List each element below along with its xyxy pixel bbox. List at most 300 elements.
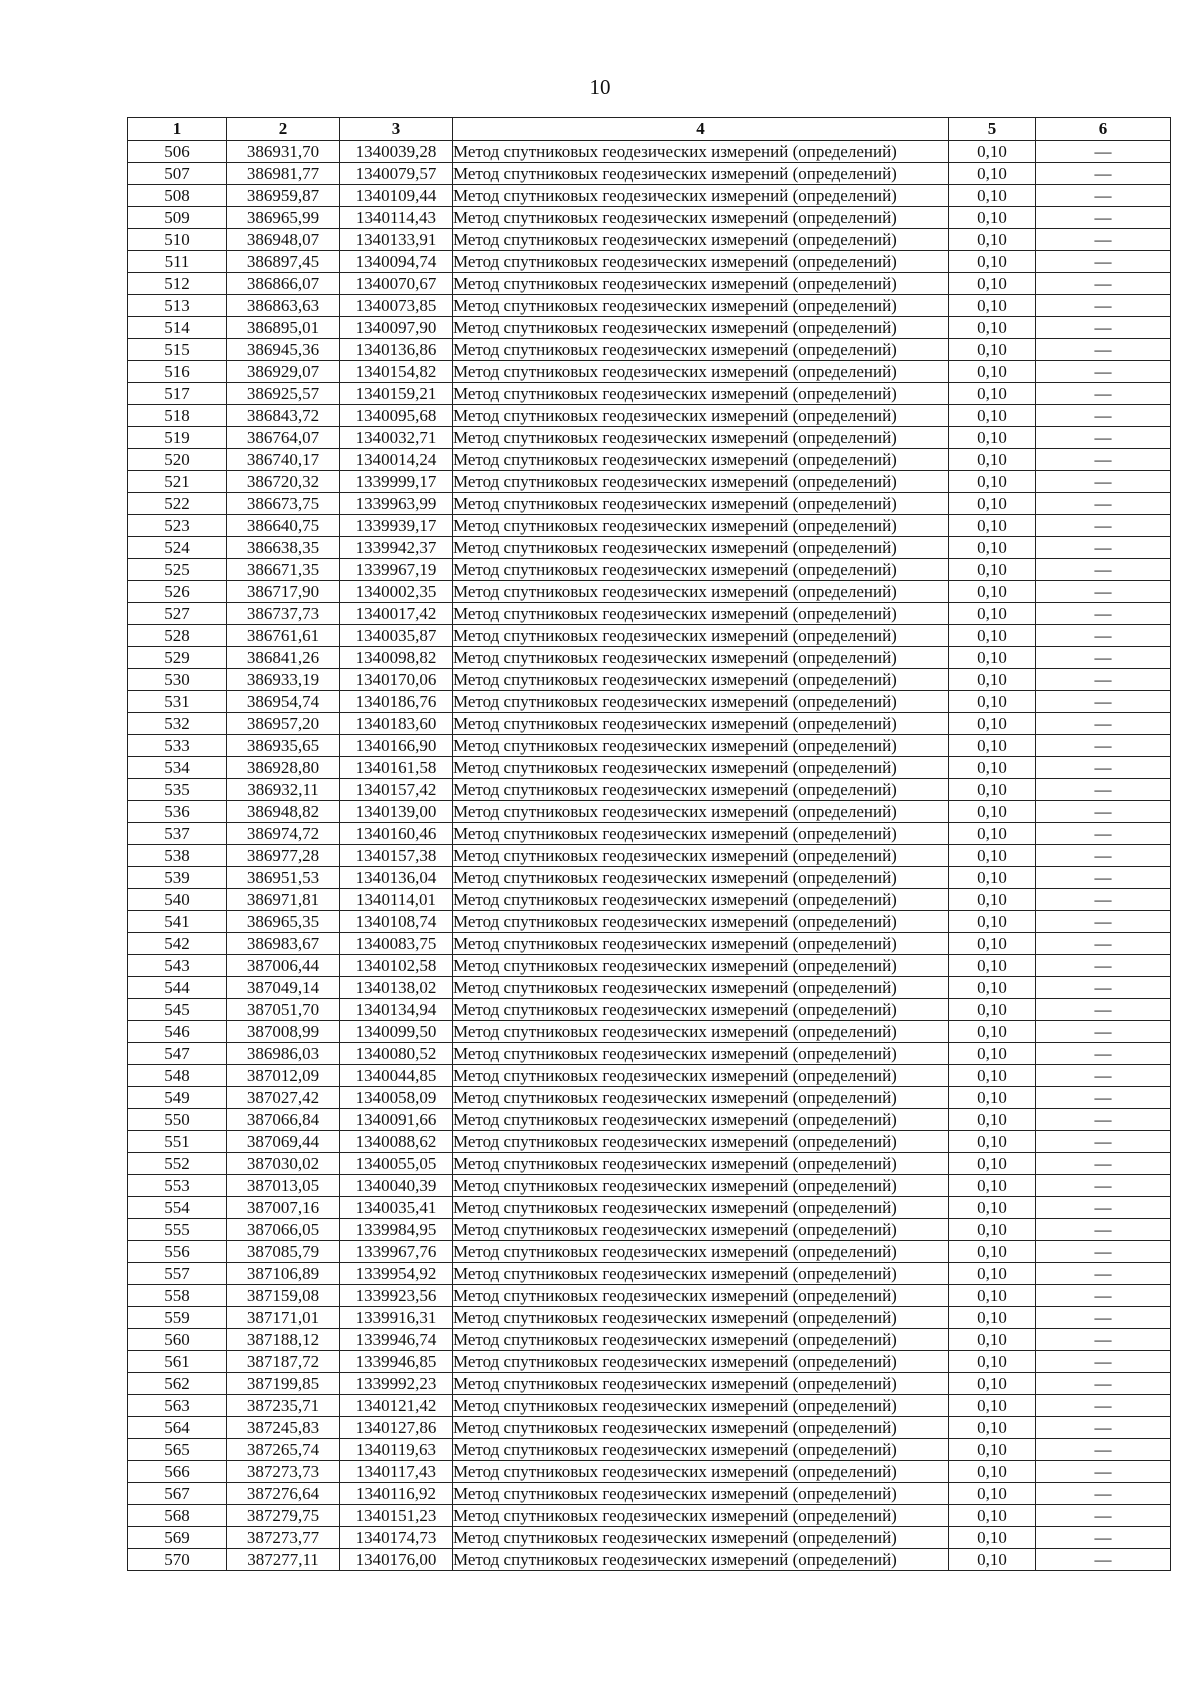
y-coordinate-cell: 1340157,38	[340, 845, 453, 867]
x-coordinate-cell: 386761,61	[227, 625, 340, 647]
x-coordinate-cell: 387066,84	[227, 1109, 340, 1131]
table-row	[128, 1153, 1171, 1175]
table-row	[128, 1219, 1171, 1241]
note-cell: —	[1036, 185, 1171, 207]
point-number-cell: 508	[128, 185, 227, 207]
y-coordinate-cell: 1340154,82	[340, 361, 453, 383]
note-cell: —	[1036, 889, 1171, 911]
point-number-cell: 545	[128, 999, 227, 1021]
y-coordinate-cell: 1339967,19	[340, 559, 453, 581]
y-coordinate-cell: 1339916,31	[340, 1307, 453, 1329]
note-cell: —	[1036, 1109, 1171, 1131]
y-coordinate-cell: 1339999,17	[340, 471, 453, 493]
y-coordinate-cell: 1339923,56	[340, 1285, 453, 1307]
note-cell: —	[1036, 471, 1171, 493]
y-coordinate-cell: 1340035,41	[340, 1197, 453, 1219]
table-row	[128, 317, 1171, 339]
x-coordinate-cell: 387085,79	[227, 1241, 340, 1263]
y-coordinate-cell: 1340174,73	[340, 1527, 453, 1549]
accuracy-cell: 0,10	[949, 1483, 1036, 1505]
y-coordinate-cell: 1340109,44	[340, 185, 453, 207]
accuracy-cell: 0,10	[949, 1197, 1036, 1219]
table-row	[128, 1109, 1171, 1131]
y-coordinate-cell: 1340091,66	[340, 1109, 453, 1131]
point-number-cell: 561	[128, 1351, 227, 1373]
x-coordinate-cell: 386895,01	[227, 317, 340, 339]
table-row	[128, 1417, 1171, 1439]
point-number-cell: 546	[128, 1021, 227, 1043]
accuracy-cell: 0,10	[949, 1109, 1036, 1131]
note-cell: —	[1036, 1549, 1171, 1571]
table-row	[128, 273, 1171, 295]
accuracy-cell: 0,10	[949, 757, 1036, 779]
point-number-cell: 516	[128, 361, 227, 383]
table-row	[128, 1131, 1171, 1153]
point-number-cell: 569	[128, 1527, 227, 1549]
x-coordinate-cell: 387049,14	[227, 977, 340, 999]
method-cell: Метод спутниковых геодезических измерений (определений)	[453, 691, 949, 713]
point-number-cell: 512	[128, 273, 227, 295]
table-row	[128, 537, 1171, 559]
table-row	[128, 691, 1171, 713]
method-cell: Метод спутниковых геодезических измерений (определений)	[453, 1373, 949, 1395]
accuracy-cell: 0,10	[949, 1175, 1036, 1197]
table-row	[128, 559, 1171, 581]
x-coordinate-cell: 386740,17	[227, 449, 340, 471]
x-coordinate-cell: 386897,45	[227, 251, 340, 273]
y-coordinate-cell: 1340079,57	[340, 163, 453, 185]
accuracy-cell: 0,10	[949, 625, 1036, 647]
x-coordinate-cell: 386935,65	[227, 735, 340, 757]
table-row	[128, 1461, 1171, 1483]
accuracy-cell: 0,10	[949, 977, 1036, 999]
method-cell: Метод спутниковых геодезических измерений (определений)	[453, 1043, 949, 1065]
table-row	[128, 779, 1171, 801]
accuracy-cell: 0,10	[949, 207, 1036, 229]
y-coordinate-cell: 1340098,82	[340, 647, 453, 669]
note-cell: —	[1036, 867, 1171, 889]
accuracy-cell: 0,10	[949, 251, 1036, 273]
x-coordinate-cell: 386974,72	[227, 823, 340, 845]
table-row	[128, 383, 1171, 405]
accuracy-cell: 0,10	[949, 1329, 1036, 1351]
note-cell: —	[1036, 1175, 1171, 1197]
accuracy-cell: 0,10	[949, 955, 1036, 977]
method-cell: Метод спутниковых геодезических измерений (определений)	[453, 977, 949, 999]
point-number-cell: 548	[128, 1065, 227, 1087]
method-cell: Метод спутниковых геодезических измерений (определений)	[453, 625, 949, 647]
y-coordinate-cell: 1340095,68	[340, 405, 453, 427]
header-col-4: 4	[453, 118, 949, 141]
table-row	[128, 1285, 1171, 1307]
note-cell: —	[1036, 537, 1171, 559]
accuracy-cell: 0,10	[949, 999, 1036, 1021]
table-row	[128, 757, 1171, 779]
accuracy-cell: 0,10	[949, 867, 1036, 889]
note-cell: —	[1036, 1021, 1171, 1043]
y-coordinate-cell: 1340170,06	[340, 669, 453, 691]
accuracy-cell: 0,10	[949, 1263, 1036, 1285]
y-coordinate-cell: 1339946,74	[340, 1329, 453, 1351]
point-number-cell: 537	[128, 823, 227, 845]
method-cell: Метод спутниковых геодезических измерений (определений)	[453, 1505, 949, 1527]
x-coordinate-cell: 387199,85	[227, 1373, 340, 1395]
x-coordinate-cell: 387159,08	[227, 1285, 340, 1307]
point-number-cell: 534	[128, 757, 227, 779]
point-number-cell: 509	[128, 207, 227, 229]
y-coordinate-cell: 1340097,90	[340, 317, 453, 339]
method-cell: Метод спутниковых геодезических измерений (определений)	[453, 185, 949, 207]
table-row	[128, 1241, 1171, 1263]
table-row	[128, 999, 1171, 1021]
accuracy-cell: 0,10	[949, 383, 1036, 405]
point-number-cell: 549	[128, 1087, 227, 1109]
accuracy-cell: 0,10	[949, 889, 1036, 911]
point-number-cell: 510	[128, 229, 227, 251]
y-coordinate-cell: 1340017,42	[340, 603, 453, 625]
method-cell: Метод спутниковых геодезических измерений (определений)	[453, 1021, 949, 1043]
x-coordinate-cell: 386957,20	[227, 713, 340, 735]
point-number-cell: 570	[128, 1549, 227, 1571]
x-coordinate-cell: 386638,35	[227, 537, 340, 559]
note-cell: —	[1036, 999, 1171, 1021]
table-row	[128, 1087, 1171, 1109]
point-number-cell: 554	[128, 1197, 227, 1219]
point-number-cell: 522	[128, 493, 227, 515]
x-coordinate-cell: 386965,35	[227, 911, 340, 933]
method-cell: Метод спутниковых геодезических измерений (определений)	[453, 471, 949, 493]
note-cell: —	[1036, 207, 1171, 229]
x-coordinate-cell: 386981,77	[227, 163, 340, 185]
note-cell: —	[1036, 977, 1171, 999]
note-cell: —	[1036, 933, 1171, 955]
method-cell: Метод спутниковых геодезических измерений (определений)	[453, 1087, 949, 1109]
coordinates-table	[127, 117, 1171, 1571]
x-coordinate-cell: 387012,09	[227, 1065, 340, 1087]
x-coordinate-cell: 386945,36	[227, 339, 340, 361]
note-cell: —	[1036, 1153, 1171, 1175]
accuracy-cell: 0,10	[949, 229, 1036, 251]
table-row	[128, 1043, 1171, 1065]
note-cell: —	[1036, 1219, 1171, 1241]
accuracy-cell: 0,10	[949, 273, 1036, 295]
method-cell: Метод спутниковых геодезических измерений (определений)	[453, 383, 949, 405]
note-cell: —	[1036, 603, 1171, 625]
note-cell: —	[1036, 295, 1171, 317]
x-coordinate-cell: 386866,07	[227, 273, 340, 295]
y-coordinate-cell: 1339967,76	[340, 1241, 453, 1263]
note-cell: —	[1036, 251, 1171, 273]
method-cell: Метод спутниковых геодезических измерений (определений)	[453, 889, 949, 911]
point-number-cell: 531	[128, 691, 227, 713]
note-cell: —	[1036, 1241, 1171, 1263]
y-coordinate-cell: 1340108,74	[340, 911, 453, 933]
x-coordinate-cell: 386925,57	[227, 383, 340, 405]
point-number-cell: 507	[128, 163, 227, 185]
method-cell: Метод спутниковых геодезических измерений (определений)	[453, 911, 949, 933]
point-number-cell: 530	[128, 669, 227, 691]
accuracy-cell: 0,10	[949, 647, 1036, 669]
accuracy-cell: 0,10	[949, 845, 1036, 867]
accuracy-cell: 0,10	[949, 713, 1036, 735]
point-number-cell: 521	[128, 471, 227, 493]
x-coordinate-cell: 386928,80	[227, 757, 340, 779]
y-coordinate-cell: 1340117,43	[340, 1461, 453, 1483]
y-coordinate-cell: 1340040,39	[340, 1175, 453, 1197]
y-coordinate-cell: 1340159,21	[340, 383, 453, 405]
point-number-cell: 542	[128, 933, 227, 955]
table-row	[128, 229, 1171, 251]
table-row	[128, 1527, 1171, 1549]
table-row	[128, 251, 1171, 273]
header-col-3: 3	[340, 118, 453, 141]
table-row	[128, 801, 1171, 823]
y-coordinate-cell: 1339942,37	[340, 537, 453, 559]
note-cell: —	[1036, 163, 1171, 185]
table-row	[128, 295, 1171, 317]
note-cell: —	[1036, 1307, 1171, 1329]
table-row	[128, 823, 1171, 845]
x-coordinate-cell: 387030,02	[227, 1153, 340, 1175]
note-cell: —	[1036, 1043, 1171, 1065]
x-coordinate-cell: 386863,63	[227, 295, 340, 317]
y-coordinate-cell: 1340114,01	[340, 889, 453, 911]
x-coordinate-cell: 386965,99	[227, 207, 340, 229]
accuracy-cell: 0,10	[949, 779, 1036, 801]
point-number-cell: 519	[128, 427, 227, 449]
header-col-1: 1	[128, 118, 227, 141]
table-row	[128, 185, 1171, 207]
accuracy-cell: 0,10	[949, 559, 1036, 581]
y-coordinate-cell: 1340136,86	[340, 339, 453, 361]
point-number-cell: 558	[128, 1285, 227, 1307]
x-coordinate-cell: 387171,01	[227, 1307, 340, 1329]
method-cell: Метод спутниковых геодезических измерений (определений)	[453, 867, 949, 889]
accuracy-cell: 0,10	[949, 669, 1036, 691]
table-row	[128, 361, 1171, 383]
point-number-cell: 550	[128, 1109, 227, 1131]
method-cell: Метод спутниковых геодезических измерений (определений)	[453, 141, 949, 163]
method-cell: Метод спутниковых геодезических измерений (определений)	[453, 1549, 949, 1571]
table-row	[128, 625, 1171, 647]
point-number-cell: 547	[128, 1043, 227, 1065]
accuracy-cell: 0,10	[949, 1505, 1036, 1527]
y-coordinate-cell: 1340032,71	[340, 427, 453, 449]
method-cell: Метод спутниковых геодезических измерений (определений)	[453, 295, 949, 317]
accuracy-cell: 0,10	[949, 471, 1036, 493]
method-cell: Метод спутниковых геодезических измерений (определений)	[453, 1461, 949, 1483]
table-row	[128, 955, 1171, 977]
x-coordinate-cell: 387265,74	[227, 1439, 340, 1461]
point-number-cell: 564	[128, 1417, 227, 1439]
accuracy-cell: 0,10	[949, 1395, 1036, 1417]
table-row	[128, 1549, 1171, 1571]
y-coordinate-cell: 1339954,92	[340, 1263, 453, 1285]
point-number-cell: 511	[128, 251, 227, 273]
accuracy-cell: 0,10	[949, 691, 1036, 713]
method-cell: Метод спутниковых геодезических измерений (определений)	[453, 1329, 949, 1351]
x-coordinate-cell: 386929,07	[227, 361, 340, 383]
note-cell: —	[1036, 229, 1171, 251]
note-cell: —	[1036, 1131, 1171, 1153]
header-col-2: 2	[227, 118, 340, 141]
method-cell: Метод спутниковых геодезических измерений (определений)	[453, 845, 949, 867]
table-header-row	[128, 118, 1171, 141]
accuracy-cell: 0,10	[949, 581, 1036, 603]
x-coordinate-cell: 387245,83	[227, 1417, 340, 1439]
method-cell: Метод спутниковых геодезических измерений (определений)	[453, 1527, 949, 1549]
x-coordinate-cell: 387008,99	[227, 1021, 340, 1043]
point-number-cell: 560	[128, 1329, 227, 1351]
note-cell: —	[1036, 647, 1171, 669]
method-cell: Метод спутниковых геодезических измерений (определений)	[453, 1175, 949, 1197]
table-row	[128, 1483, 1171, 1505]
point-number-cell: 568	[128, 1505, 227, 1527]
note-cell: —	[1036, 273, 1171, 295]
note-cell: —	[1036, 625, 1171, 647]
method-cell: Метод спутниковых геодезических измерений (определений)	[453, 537, 949, 559]
x-coordinate-cell: 386983,67	[227, 933, 340, 955]
accuracy-cell: 0,10	[949, 1549, 1036, 1571]
table-row	[128, 1505, 1171, 1527]
method-cell: Метод спутниковых геодезических измерений (определений)	[453, 405, 949, 427]
x-coordinate-cell: 386933,19	[227, 669, 340, 691]
y-coordinate-cell: 1340176,00	[340, 1549, 453, 1571]
x-coordinate-cell: 386671,35	[227, 559, 340, 581]
table-body	[128, 141, 1171, 1571]
x-coordinate-cell: 387277,11	[227, 1549, 340, 1571]
point-number-cell: 525	[128, 559, 227, 581]
x-coordinate-cell: 386764,07	[227, 427, 340, 449]
note-cell: —	[1036, 559, 1171, 581]
x-coordinate-cell: 386717,90	[227, 581, 340, 603]
accuracy-cell: 0,10	[949, 163, 1036, 185]
method-cell: Метод спутниковых геодезических измерений (определений)	[453, 647, 949, 669]
accuracy-cell: 0,10	[949, 427, 1036, 449]
accuracy-cell: 0,10	[949, 1461, 1036, 1483]
point-number-cell: 518	[128, 405, 227, 427]
table-row	[128, 669, 1171, 691]
note-cell: —	[1036, 405, 1171, 427]
x-coordinate-cell: 386673,75	[227, 493, 340, 515]
table-row	[128, 1351, 1171, 1373]
method-cell: Метод спутниковых геодезических измерений (определений)	[453, 933, 949, 955]
note-cell: —	[1036, 1329, 1171, 1351]
table-row	[128, 163, 1171, 185]
x-coordinate-cell: 386841,26	[227, 647, 340, 669]
accuracy-cell: 0,10	[949, 1417, 1036, 1439]
y-coordinate-cell: 1340139,00	[340, 801, 453, 823]
table-row	[128, 207, 1171, 229]
accuracy-cell: 0,10	[949, 141, 1036, 163]
note-cell: —	[1036, 779, 1171, 801]
point-number-cell: 523	[128, 515, 227, 537]
method-cell: Метод спутниковых геодезических измерений (определений)	[453, 669, 949, 691]
accuracy-cell: 0,10	[949, 339, 1036, 361]
point-number-cell: 520	[128, 449, 227, 471]
point-number-cell: 513	[128, 295, 227, 317]
x-coordinate-cell: 387051,70	[227, 999, 340, 1021]
accuracy-cell: 0,10	[949, 449, 1036, 471]
note-cell: —	[1036, 1373, 1171, 1395]
table-row	[128, 581, 1171, 603]
y-coordinate-cell: 1340094,74	[340, 251, 453, 273]
method-cell: Метод спутниковых геодезических измерений (определений)	[453, 1395, 949, 1417]
x-coordinate-cell: 386720,32	[227, 471, 340, 493]
method-cell: Метод спутниковых геодезических измерений (определений)	[453, 559, 949, 581]
note-cell: —	[1036, 955, 1171, 977]
table-row	[128, 1373, 1171, 1395]
y-coordinate-cell: 1340088,62	[340, 1131, 453, 1153]
method-cell: Метод спутниковых геодезических измерений (определений)	[453, 317, 949, 339]
point-number-cell: 517	[128, 383, 227, 405]
point-number-cell: 562	[128, 1373, 227, 1395]
method-cell: Метод спутниковых геодезических измерений (определений)	[453, 1351, 949, 1373]
method-cell: Метод спутниковых геодезических измерений (определений)	[453, 361, 949, 383]
note-cell: —	[1036, 581, 1171, 603]
y-coordinate-cell: 1340151,23	[340, 1505, 453, 1527]
note-cell: —	[1036, 361, 1171, 383]
method-cell: Метод спутниковых геодезических измерений (определений)	[453, 1131, 949, 1153]
y-coordinate-cell: 1340080,52	[340, 1043, 453, 1065]
accuracy-cell: 0,10	[949, 801, 1036, 823]
y-coordinate-cell: 1340186,76	[340, 691, 453, 713]
note-cell: —	[1036, 1285, 1171, 1307]
accuracy-cell: 0,10	[949, 1241, 1036, 1263]
table-row	[128, 647, 1171, 669]
accuracy-cell: 0,10	[949, 1351, 1036, 1373]
accuracy-cell: 0,10	[949, 823, 1036, 845]
method-cell: Метод спутниковых геодезических измерений (определений)	[453, 823, 949, 845]
table-row	[128, 867, 1171, 889]
header-col-5: 5	[949, 118, 1036, 141]
y-coordinate-cell: 1339984,95	[340, 1219, 453, 1241]
y-coordinate-cell: 1340035,87	[340, 625, 453, 647]
y-coordinate-cell: 1340073,85	[340, 295, 453, 317]
table-row	[128, 845, 1171, 867]
y-coordinate-cell: 1339963,99	[340, 493, 453, 515]
x-coordinate-cell: 386977,28	[227, 845, 340, 867]
y-coordinate-cell: 1340055,05	[340, 1153, 453, 1175]
point-number-cell: 524	[128, 537, 227, 559]
accuracy-cell: 0,10	[949, 1043, 1036, 1065]
y-coordinate-cell: 1340102,58	[340, 955, 453, 977]
table-row	[128, 449, 1171, 471]
point-number-cell: 515	[128, 339, 227, 361]
point-number-cell: 540	[128, 889, 227, 911]
point-number-cell: 506	[128, 141, 227, 163]
x-coordinate-cell: 386971,81	[227, 889, 340, 911]
note-cell: —	[1036, 1395, 1171, 1417]
table-row	[128, 141, 1171, 163]
accuracy-cell: 0,10	[949, 933, 1036, 955]
point-number-cell: 528	[128, 625, 227, 647]
x-coordinate-cell: 387106,89	[227, 1263, 340, 1285]
table-row	[128, 1263, 1171, 1285]
point-number-cell: 552	[128, 1153, 227, 1175]
note-cell: —	[1036, 383, 1171, 405]
method-cell: Метод спутниковых геодезических измерений (определений)	[453, 207, 949, 229]
accuracy-cell: 0,10	[949, 1527, 1036, 1549]
method-cell: Метод спутниковых геодезических измерений (определений)	[453, 1197, 949, 1219]
note-cell: —	[1036, 1065, 1171, 1087]
x-coordinate-cell: 387273,73	[227, 1461, 340, 1483]
table-row	[128, 1175, 1171, 1197]
point-number-cell: 527	[128, 603, 227, 625]
note-cell: —	[1036, 1263, 1171, 1285]
accuracy-cell: 0,10	[949, 1439, 1036, 1461]
y-coordinate-cell: 1340099,50	[340, 1021, 453, 1043]
